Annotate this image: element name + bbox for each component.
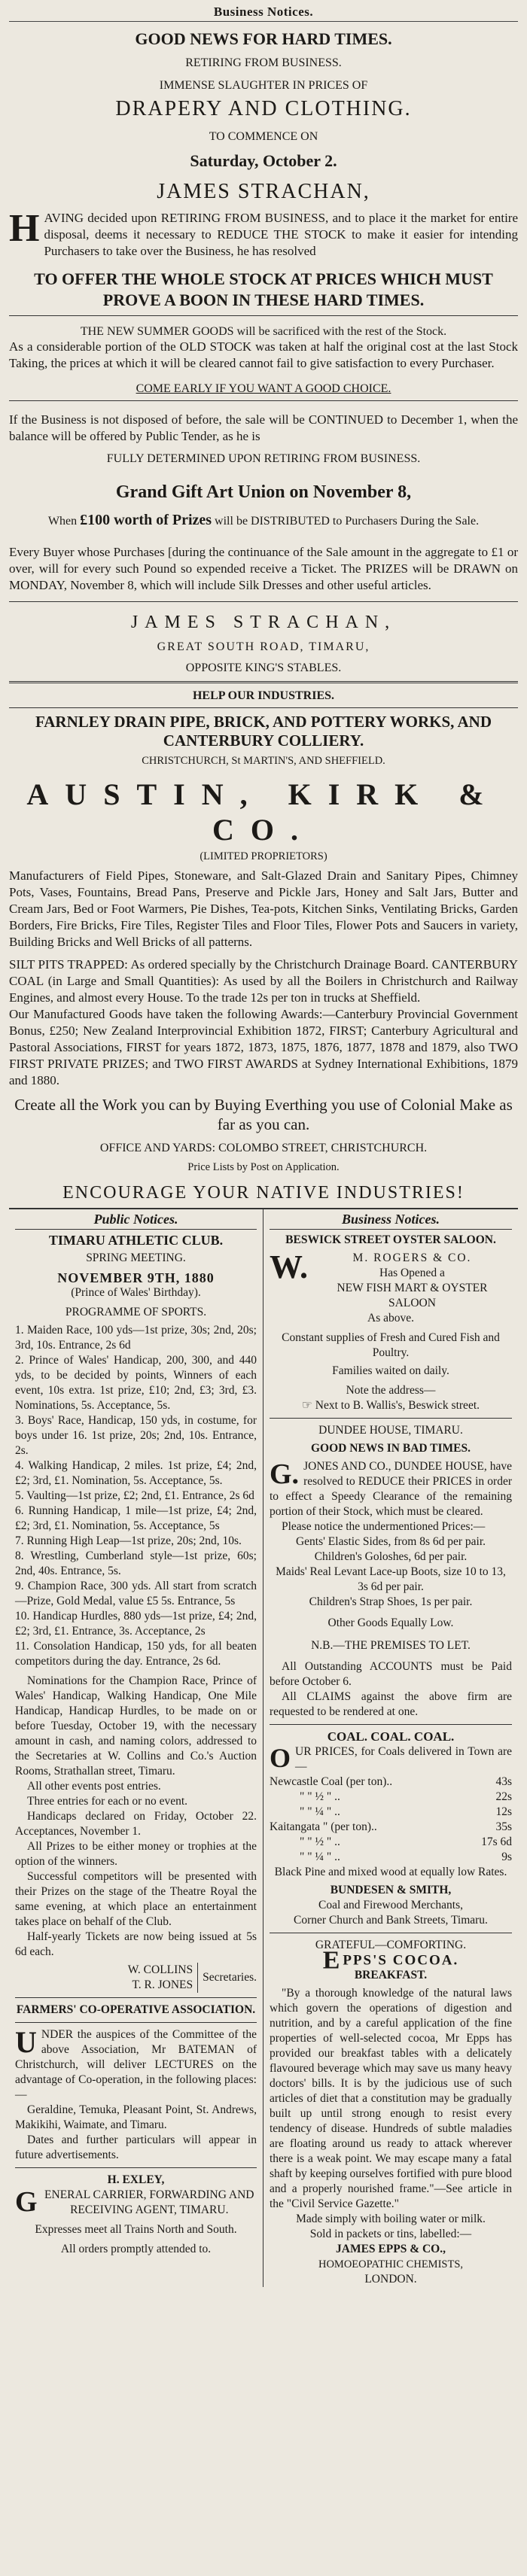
jones-body: JONES AND CO., DUNDEE HOUSE, have resolved to REDUCE their PRICES in order to effect a Speedy Clearance of the remaining portion of their Stock, which must be cleared. [270, 1460, 512, 1518]
successful-text: Successful competitors will be presented with their Prizes on the stage of the Theatre Royal the same evening, at which place an entertainment takes place on behalf of the Club. [15, 1870, 257, 1928]
exley-text [15, 2188, 257, 2218]
price-item: Children's Strap Shoes, 1s per pair. [309, 1595, 473, 1608]
accounts-text: All Outstanding ACCOUNTS must be Paid before October 6. [270, 1660, 512, 1688]
spring-meeting: SPRING MEETING. [86, 1252, 186, 1264]
drop-cap: W. [270, 1248, 308, 1285]
handicaps-text: Handicaps declared on Friday, October 22. Acceptances, November 1. [15, 1810, 257, 1838]
divider [9, 601, 518, 602]
breakfast: BREAKFAST. [354, 1969, 428, 1982]
programme-title: PROGRAMME OF SPORTS. [65, 1306, 207, 1318]
help-industries: HELP OUR INDUSTRIES. [192, 689, 335, 702]
halfyearly-text: Half-yearly Tickets are now being issued at 5s 6d each. [15, 1930, 257, 1958]
coal-price-list [270, 1775, 512, 1865]
secretaries-block [15, 1963, 257, 1993]
event-item: 8. Wrestling, Cumberland style—1st prize, 60s; 2nd, 40s. Entrance, 5s. [15, 1550, 257, 1577]
birthday-note: (Prince of Wales' Birthday). [71, 1286, 201, 1299]
coal-price: 17s 6d [481, 1835, 512, 1848]
note-address: Note the address— [346, 1384, 436, 1397]
slaughter-line: IMMENSE SLAUGHTER IN PRICES OF [159, 79, 368, 92]
two-column-section [9, 1208, 518, 2287]
dundee-news: GOOD NEWS IN BAD TIMES. [310, 1442, 471, 1455]
coal-intro-body: UR PRICES, for Coals delivered in Town are— [295, 1745, 512, 1773]
prizes-bold: £100 worth of Prizes [80, 512, 212, 528]
orders: All orders promptly attended to. [60, 2243, 212, 2255]
coal-row [270, 1850, 512, 1865]
price-item: Children's Goloshes, 6d per pair. [314, 1550, 468, 1563]
coal-label: Newcastle Coal (per ton).. [270, 1775, 393, 1788]
coal-title: COAL. COAL. COAL. [327, 1729, 455, 1744]
drop-cap: U [15, 2025, 37, 2059]
coal-label: Kaitangata " (per ton).. [270, 1820, 377, 1833]
summer-goods: THE NEW SUMMER GOODS will be sacrificed with the rest of the Stock. [80, 325, 447, 338]
nominations-text: Nominations for the Champion Race, Prince of Wales' Handicap, Walking Handicap, One Mile Handicap, Handicap Hurdles, to be made on or before Tuesday, October 19, with the necessary amount in cash, and naming colors, addressed to the Secretaries at W. Collins and Co.'s Auction Rooms, Strathallan street, Timaru. [15, 1674, 257, 1778]
prizes-line [9, 512, 518, 529]
silt-text: SILT PITS TRAPPED: As ordered specially by the Christchurch Drainage Board. CANTERBURY COAL (in Large and Small Quantities): As used by all the Boilers in Christchurch and Railway Engines, and almost every House. To the trade 12s per ton in trucks at Sheffield. [9, 957, 518, 1005]
divider [270, 1418, 512, 1419]
proprietors: (LIMITED PROPRIETORS) [200, 850, 327, 862]
families: Families waited on daily. [332, 1364, 449, 1377]
left-column [9, 1209, 264, 2287]
coal-price: 9s [501, 1851, 512, 1863]
drop-cap: O [270, 1743, 291, 1773]
bundesen-name: BUNDESEN & SMITH, [330, 1884, 452, 1896]
austin-kirk-advert [9, 689, 518, 1203]
event-item: 9. Champion Race, 300 yds. All start from scratch—Prize, Gold Medal, value £5 5s. Entrance, 5s [15, 1580, 257, 1607]
continue-text: If the Business is not disposed of before, the sale will be CONTINUED to December 1, when the balance will be offered by Public Tender, as he is [9, 412, 518, 443]
secretaries-label: Secretaries. [203, 1971, 257, 1984]
coal-label: " " ¼ " .. [300, 1851, 340, 1863]
secretary-name: W. COLLINS [127, 1963, 193, 1976]
coal-label: " " ½ " .. [300, 1790, 340, 1803]
coal-price: 12s [495, 1805, 512, 1818]
section-header: Business Notices. [9, 5, 518, 22]
coal-row [270, 1835, 512, 1850]
coal-price: 35s [495, 1820, 512, 1833]
coal-row [270, 1805, 512, 1820]
constant-supplies: Constant supplies of Fresh and Cured Fish and Poultry. [282, 1331, 500, 1359]
london: LONDON. [364, 2273, 417, 2286]
other-goods: Other Goods Equally Low. [327, 1616, 454, 1629]
next-to-text: Next to B. Wallis's, Beswick street. [315, 1399, 480, 1412]
signature-name: JAMES STRACHAN, [130, 613, 397, 632]
exley-name: H. EXLEY, [107, 2173, 165, 2186]
come-early: COME EARLY IF YOU WANT A GOOD CHOICE. [136, 382, 391, 395]
event-item: 6. Running Handicap, 1 mile—1st prize, £4; 2nd, £2; 3rd, £1. Nomination, 5s. Acceptance, 5s [15, 1504, 257, 1532]
works-title: FARNLEY DRAIN PIPE, BRICK, AND POTTERY WORKS, AND CANTERBURY COLLIERY. [35, 713, 492, 750]
next-to [270, 1398, 512, 1413]
sale-date: Saturday, October 2. [190, 151, 337, 170]
coal-intro [270, 1744, 512, 1775]
grand-gift: Grand Gift Art Union on November 8, [115, 482, 412, 502]
sold-in: Sold in packets or tins, labelled:— [309, 2228, 472, 2241]
expresses: Expresses meet all Trains North and South. [35, 2223, 237, 2236]
exley-body: ENERAL CARRIER, FORWARDING AND RECEIVING AGENT, TIMARU. [44, 2188, 254, 2216]
office-line: OFFICE AND YARDS: COLOMBO STREET, CHRISTCHURCH. [99, 1142, 428, 1154]
strachan-name: JAMES STRACHAN, [157, 180, 370, 203]
public-notices-header: Public Notices. [15, 1209, 257, 1230]
epps-name-line [270, 1946, 512, 1975]
programme-list [15, 1323, 257, 1669]
price-lists: Price Lists by Post on Application. [187, 1161, 340, 1173]
prizes-text: All Prizes to be either money or trophies at the option of the winners. [15, 1840, 257, 1868]
coal-price: 43s [495, 1775, 512, 1788]
further-particulars: Dates and further particulars will appear in future advertisements. [15, 2133, 257, 2161]
consideration: As a considerable portion of the OLD STOCK was taken at half the original cost at the last Stock Taking, the prices at which it will be cleared cannot fail to give satisfaction to every Purchaser. [9, 339, 518, 370]
strachan-advert [9, 29, 518, 675]
epps-name: PPS'S COCOA. [343, 1952, 459, 1969]
dundee-title: DUNDEE HOUSE, TIMARU. [318, 1424, 463, 1437]
oyster-title: BESWICK STREET OYSTER SALOON. [285, 1233, 496, 1246]
rogers-opened: Has Opened a [379, 1267, 445, 1279]
event-item: 11. Consolation Handicap, 150 yds, for all beaten competitors during the day. Entrance, 2s 6d. [15, 1640, 257, 1668]
event-item: 2. Prince of Wales' Handicap, 200, 300, and 440 yds, to be decided by points, Winners of each event, 10s extra. 1st prize, £10; 2nd, £3; 3rd, £3. Nominations, 5s. Acceptance, 5s. [15, 1354, 257, 1412]
pointing-hand-icon: ☞ [301, 1399, 315, 1412]
buyer-text: Every Buyer whose Purchases [during the continuance of the Sale amount in the aggregate to £1 or over, will for every such Pound so expended receive a Ticket. The PRIZES will be DRAWN on MONDAY, November 8, which will include Silk Dresses and other useful articles. [9, 545, 518, 592]
divider [15, 2167, 257, 2168]
other-events: All other events post entries. [27, 1780, 161, 1793]
coal-row [270, 1820, 512, 1835]
drop-cap: G. [270, 1458, 300, 1490]
coal-row [270, 1775, 512, 1790]
drop-cap: G [15, 2186, 38, 2218]
please-notice: Please notice the undermentioned Prices:— [282, 1520, 486, 1533]
drapery-line: DRAPERY AND CLOTHING. [115, 97, 412, 120]
farmers-title: FARMERS' CO-OPERATIVE ASSOCIATION. [16, 2003, 256, 2016]
rogers-above: As above. [367, 1312, 414, 1324]
business-notices-header: Business Notices. [270, 1209, 512, 1230]
divider [270, 1724, 512, 1725]
offer-line: TO OFFER THE WHOLE STOCK AT PRICES WHICH MUST PROVE A BOON IN THESE HARD TIMES. [34, 269, 493, 309]
firm-name: AUSTIN, KIRK & CO. [26, 777, 501, 847]
prizes-post: will be DISTRIBUTED to Purchasers During the Sale. [215, 515, 480, 528]
divider [9, 707, 518, 708]
bundesen-trade: Coal and Firewood Merchants, [318, 1899, 463, 1911]
works-places: CHRISTCHURCH, St MARTIN'S, AND SHEFFIELD. [142, 755, 385, 767]
epps-title: GRATEFUL—COMFORTING. [315, 1939, 467, 1951]
event-item: 4. Walking Handicap, 2 miles. 1st prize, £4; 2nd, £2; 3rd, £1. Nomination, 5s. Acceptance, 5s. [15, 1459, 257, 1487]
divider [9, 315, 518, 316]
coal-label: " " ¼ " .. [300, 1805, 340, 1818]
lecture-places: Geraldine, Temuka, Pleasant Point, St. Andrews, Makikihi, Waimate, and Timaru. [15, 2103, 257, 2131]
made-simply: Made simply with boiling water or milk. [296, 2213, 486, 2226]
drop-cap: E [322, 1946, 340, 1975]
divider [15, 2022, 257, 2023]
create-text: Create all the Work you can by Buying Everthing you use of Colonial Make as far as you can. [14, 1096, 513, 1133]
event-item: 5. Vaulting—1st prize, £2; 2nd, £1. Entrance, 2s 6d [15, 1489, 254, 1502]
awards-text: Our Manufactured Goods have taken the following Awards:—Canterbury Provincial Government Bonus, £250; New Zealand Interprovincial Exhibition 1872, FIRST; Canterbury Agricultural and Pastoral Associations, FIRST for years 1872, 1873, 1875, 1876, 1877, 1878 and 1879, also TWO FIRST PRIVATE PRIZES; and TWO FIRST AWARDS at Sydney International Exhibitions, 1879 and 1880. [9, 1007, 518, 1087]
intro-text: AVING decided upon RETIRING FROM BUSINESS, and to place it the market for entire disposal, deems it necessary to REDUCE THE STOCK to make it easier for intending Purchasers to take over the Business, he has resolved [44, 211, 518, 258]
farmers-text [15, 2027, 257, 2103]
rogers-name: M. ROGERS & CO. [352, 1252, 472, 1264]
drop-cap: H [9, 207, 40, 250]
nb-premises: N.B.—THE PREMISES TO LET. [311, 1639, 471, 1652]
homeopathic: HOMOEOPATHIC CHEMISTS, [318, 2258, 464, 2271]
determined-line: FULLY DETERMINED UPON RETIRING FROM BUSINESS. [106, 452, 421, 465]
three-entries: Three entries for each or no event. [27, 1795, 188, 1808]
divider [9, 400, 518, 401]
secretary-name: T. R. JONES [132, 1978, 193, 1991]
event-item: 10. Handicap Hurdles, 880 yds—1st prize, £4; 2nd, £2; 3rd, £1. Entrance, 3s. Acceptance, 2s [15, 1610, 257, 1638]
event-item: 7. Running High Leap—1st prize, 20s; 2nd, 10s. [15, 1534, 242, 1547]
commence-line: TO COMMENCE ON [209, 130, 318, 143]
epps-body: "By a thorough knowledge of the natural laws which govern the operations of digestion and nutrition, and by a careful application of the fine properties of well-selected cocoa, Mr Epps has provided our breakfast tables with a delicately flavoured beverage which may save us many heavy doctors' bills. It is by the judicious use of such articles of diet that a constitution may be gradually built up until strong enough to resist every tendency of disease. Hundreds of subtle maladies are floating around us ready to attack wherever there is a weak point. We may escape many a fatal shaft by keeping ourselves fortified with pure blood and a properly nourished frame."—See article in the "Civil Service Gazette." [270, 1987, 512, 2211]
price-item: Gents' Elastic Sides, from 8s 6d per pair. [295, 1535, 486, 1548]
signature-opposite: OPPOSITE KING'S STABLES. [185, 661, 342, 674]
intro-paragraph [9, 207, 518, 260]
bundesen-address: Corner Church and Bank Streets, Timaru. [294, 1914, 488, 1927]
farmers-body: NDER the auspices of the Committee of the above Association, Mr BATEMAN of Christchurch, will deliver LECTURES on the advantage of Co-operation, in the following places:— [15, 2028, 257, 2101]
athletic-club-title: TIMARU ATHLETIC CLUB. [48, 1233, 224, 1248]
manufacturers-text: Manufacturers of Field Pipes, Stoneware, and Salt-Glazed Drain and Sanitary Pipes, Chimney Pots, Vases, Fountains, Bread Pans, Preserve and Pickle Jars, Honey and Salt Jars, Butter and Cream Jars, Bed or Foot Warmers, Pie Dishes, Tea-pots, Kitchen Sinks, Ventilating Bricks, Garden Borders, Fire Bricks, Fire Tiles, Register Tiles and Floor Tiles, Flower Pots and Saucers in variety, Building Bricks and Well Bricks of all patterns. [9, 868, 518, 949]
event-item: 1. Maiden Race, 100 yds—1st prize, 30s; 2nd, 20s; 3rd, 10s. Entrance, 2s 6d [15, 1324, 257, 1352]
price-item: Maids' Real Levant Lace-up Boots, size 10 to 13, 3s 6d per pair. [276, 1565, 506, 1593]
black-pine: Black Pine and mixed wood at equally low Rates. [274, 1866, 507, 1878]
encourage-line: ENCOURAGE YOUR NATIVE INDUSTRIES! [62, 1183, 465, 1203]
event-item: 3. Boys' Race, Handicap, 150 yds, in costume, for boys under 16. 1st prize, 20s; 2nd, 10s. Entrance, 2s. [15, 1414, 257, 1457]
jones-text [270, 1459, 512, 1519]
divider [15, 1997, 257, 1998]
right-column [264, 1209, 518, 2287]
coal-row [270, 1790, 512, 1805]
headline: GOOD NEWS FOR HARD TIMES. [135, 29, 392, 48]
coal-price: 22s [495, 1790, 512, 1803]
rogers-block [270, 1248, 512, 1311]
signature-address: GREAT SOUTH ROAD, TIMARU, [157, 640, 370, 653]
prizes-pre: When [47, 515, 78, 528]
retiring-line: RETIRING FROM BUSINESS. [185, 56, 342, 69]
rogers-mart: NEW FISH MART & OYSTER SALOON [337, 1282, 488, 1309]
meeting-date: NOVEMBER 9TH, 1880 [57, 1270, 215, 1285]
epps-signature: JAMES EPPS & CO., [336, 2243, 446, 2256]
coal-label: " " ½ " .. [300, 1835, 340, 1848]
divider [9, 681, 518, 683]
claims-text: All CLAIMS against the above firm are requested to be rendered at one. [270, 1690, 512, 1718]
